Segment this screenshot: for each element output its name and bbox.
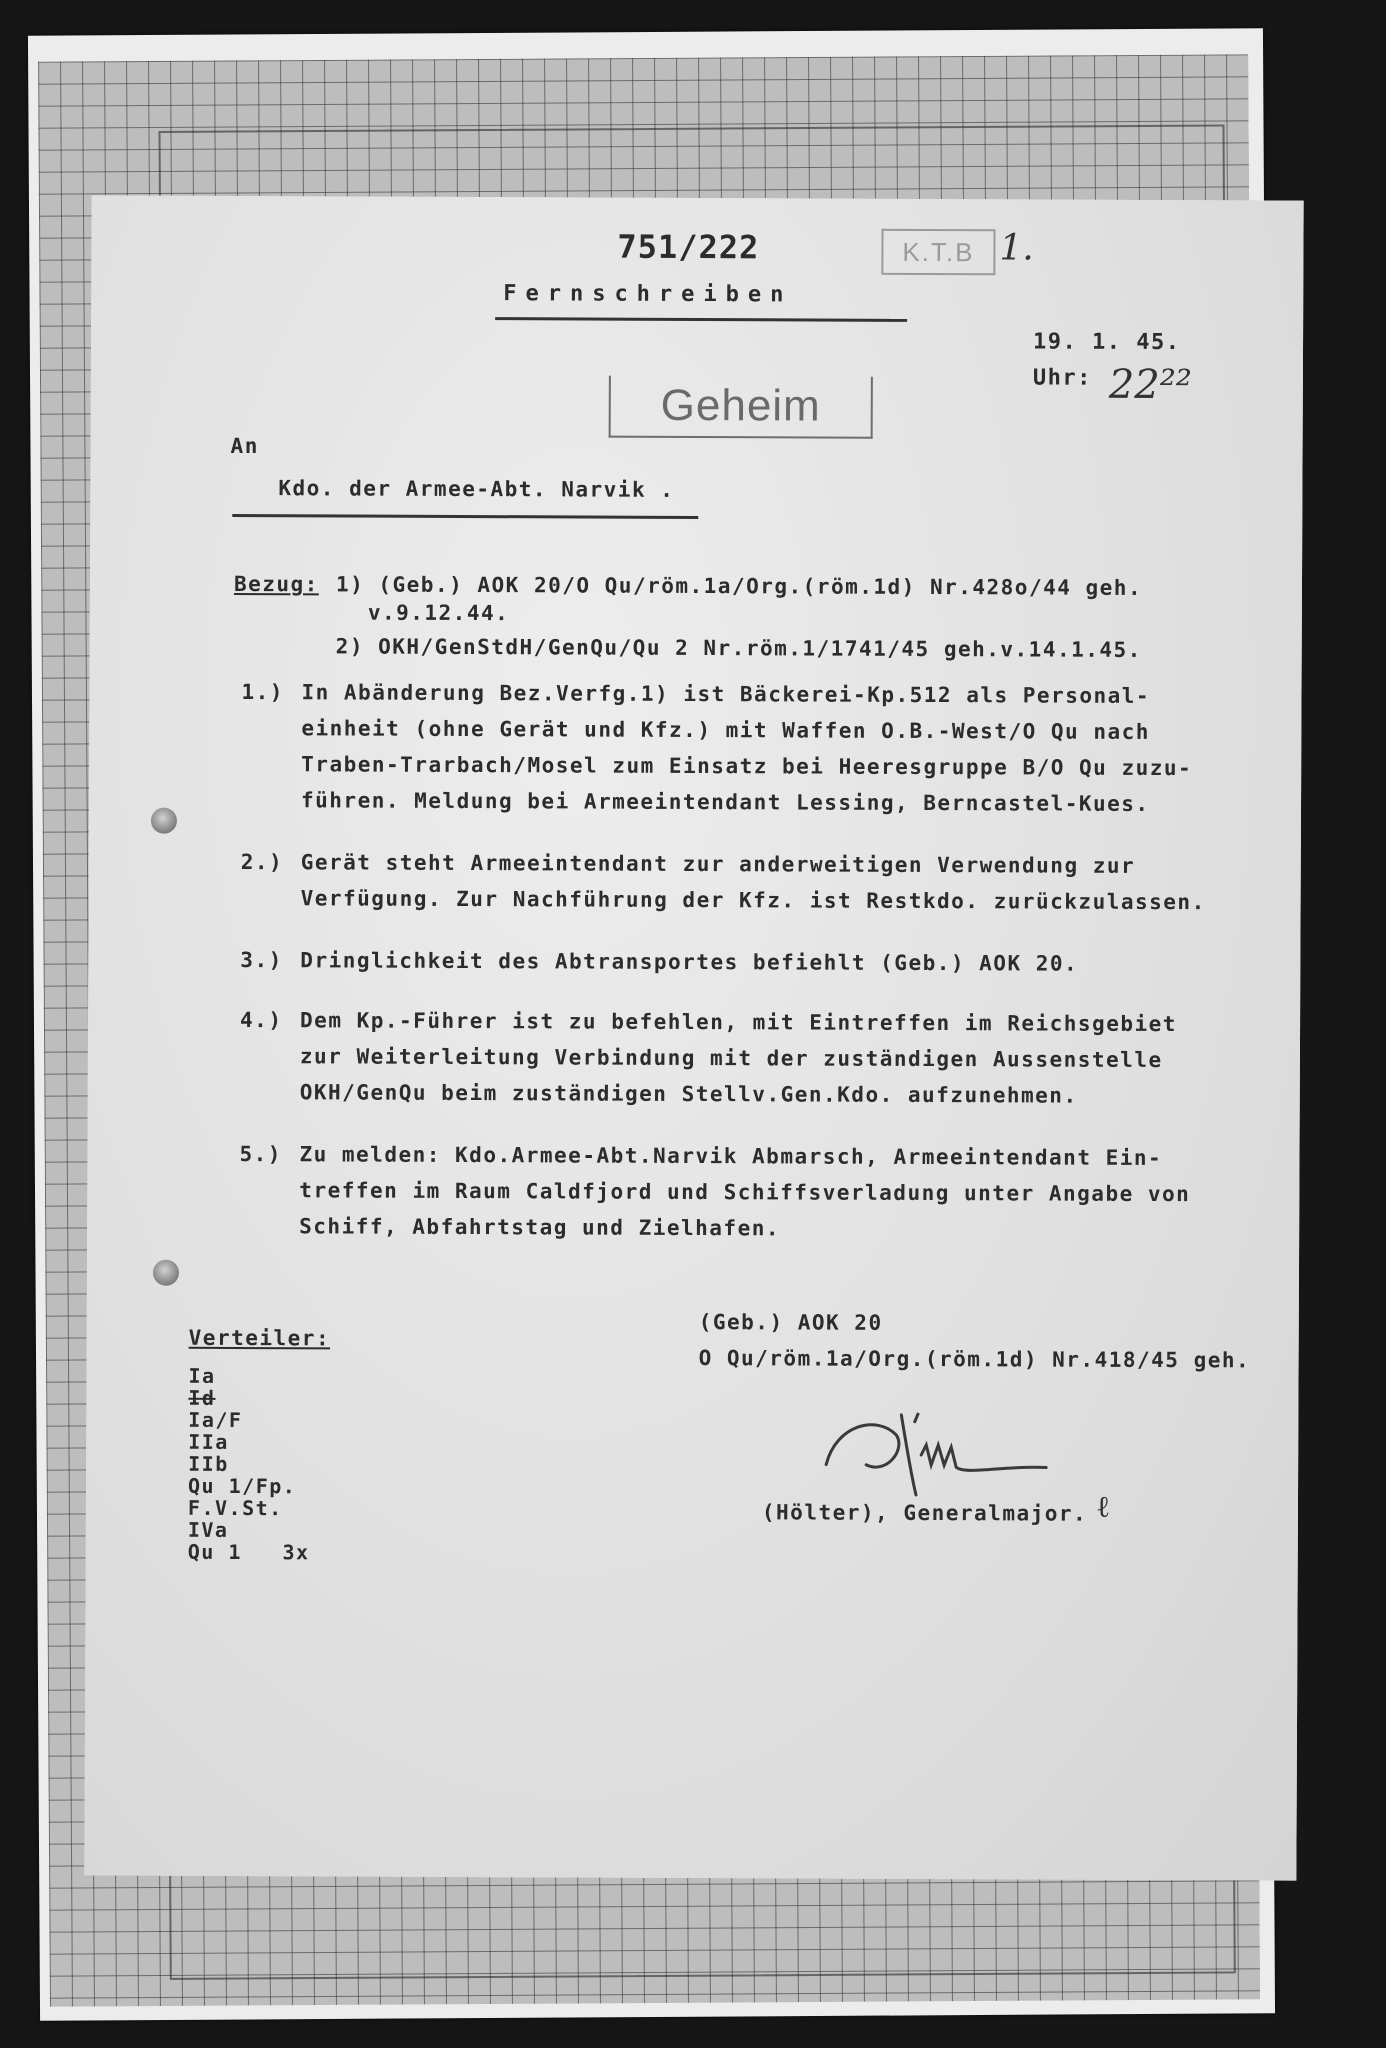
verteiler-label: Verteiler:: [188, 1325, 331, 1351]
item-line: Gerät steht Armeeintendant zur anderweitigen Verwendung zur: [300, 850, 1136, 878]
item-number: 4.): [240, 1008, 283, 1033]
ktb-stamp: K.T.B: [881, 229, 995, 275]
document-type-heading: Fernschreiben: [503, 281, 793, 308]
punch-hole-lower: [153, 1260, 179, 1286]
time-handwritten: 22²²: [1108, 361, 1192, 409]
signatory-name: (Hölter), Generalmajor.: [761, 1500, 1088, 1526]
document-date: 19. 1. 45.: [1032, 329, 1181, 356]
verteiler-entry: F.V.St.: [187, 1495, 283, 1521]
item-line: treffen im Raum Caldfjord und Schiffsverladung unter Angabe von: [299, 1178, 1191, 1207]
item-line: einheit (ohne Gerät und Kfz.) mit Waffen O.B.-West/O Qu nach: [301, 716, 1150, 744]
bezug-label: Bezug:: [233, 571, 319, 597]
item-number: 3.): [240, 948, 283, 973]
sender-unit: (Geb.) AOK 20: [698, 1310, 883, 1335]
punch-hole-upper: [151, 808, 177, 834]
item-number: 1.): [241, 680, 284, 705]
item-line: führen. Meldung bei Armeeintendant Lessing, Berncastel-Kues.: [300, 788, 1150, 816]
verteiler-entry: IVa: [187, 1517, 229, 1542]
bezug-reference-1-date: v.9.12.44.: [367, 600, 510, 626]
verteiler-entry: Qu 1/Fp.: [187, 1473, 297, 1499]
verteiler-entry: Id: [188, 1385, 216, 1410]
addressee-underline: [232, 514, 698, 519]
item-line: OKH/GenQu beim zuständigen Stellv.Gen.Kdo. aufzunehmen.: [299, 1080, 1078, 1108]
item-line: Dem Kp.-Führer ist zu befehlen, mit Eintreffen im Reichsgebiet: [300, 1008, 1177, 1037]
classification-stamp: Geheim: [609, 376, 873, 439]
document-reference-number: 751/222: [617, 227, 760, 267]
addressee: Kdo. der Armee-Abt. Narvik .: [278, 476, 675, 502]
signatory-initial-mark: ℓ: [1095, 1489, 1111, 1525]
item-line: Schiff, Abfahrtstag und Zielhafen.: [299, 1214, 781, 1241]
verteiler-entry: IIa: [188, 1429, 229, 1454]
verteiler-entry: Ia/F: [188, 1407, 243, 1433]
sender-reference: O Qu/röm.1a/Org.(röm.1d) Nr.418/45 geh.: [698, 1346, 1251, 1373]
item-line: In Abänderung Bez.Verfg.1) ist Bäckerei-Kp.512 als Personal-: [301, 680, 1151, 708]
heading-underline: [495, 317, 907, 322]
item-line: Verfügung. Zur Nachführung der Kfz. ist Restkdo. zurückzulassen.: [300, 886, 1206, 915]
verteiler-entry: Qu 1 3x: [187, 1539, 310, 1565]
item-number: 2.): [240, 850, 284, 875]
verteiler-entry: IIb: [188, 1451, 229, 1476]
item-line: Traben-Trarbach/Mosel zum Einsatz bei Heeresgruppe B/O Qu zuzu-: [301, 752, 1193, 781]
item-line: zur Weiterleitung Verbindung mit der zuständigen Aussenstelle: [299, 1044, 1163, 1073]
bezug-reference-2: 2) OKH/GenStdH/GenQu/Qu 2 Nr.röm.1/1741/45 geh.v.14.1.45.: [335, 634, 1142, 662]
item-line: Dringlichkeit des Abtransportes befiehlt (Geb.) AOK 20.: [300, 948, 1079, 976]
item-line: Zu melden: Kdo.Armee-Abt.Narvik Abmarsch, Armeeintendant Ein-: [299, 1142, 1163, 1171]
telex-document: [84, 195, 1303, 1880]
verteiler-entry: Ia: [188, 1363, 216, 1388]
handwritten-signature: [806, 1394, 1127, 1515]
item-number: 5.): [239, 1142, 282, 1167]
ktb-handwritten-number: 1.: [999, 227, 1034, 269]
time-label: Uhr:: [1032, 365, 1092, 391]
bezug-reference-1: 1) (Geb.) AOK 20/O Qu/röm.1a/Org.(röm.1d) Nr.428o/44 geh.: [335, 572, 1143, 600]
addressee-prefix: An: [230, 433, 259, 459]
